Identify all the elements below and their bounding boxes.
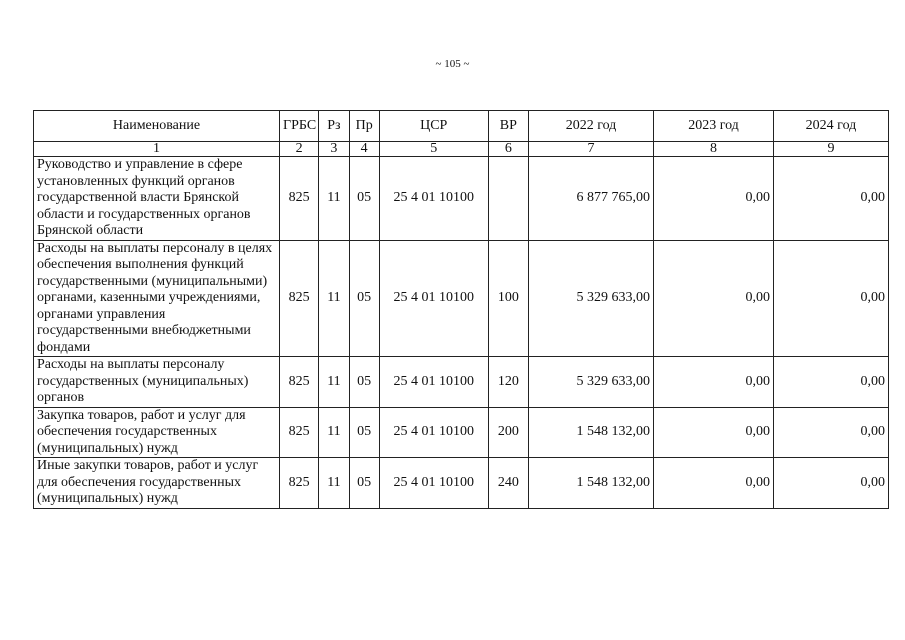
row-2023: 0,00 (654, 240, 774, 357)
row-grbs: 825 (280, 458, 319, 509)
row-csr: 25 4 01 10100 (379, 357, 488, 408)
header-2022: 2022 год (529, 111, 654, 142)
row-2022: 1 548 132,00 (529, 458, 654, 509)
row-2022: 6 877 765,00 (529, 157, 654, 241)
table-row (34, 357, 889, 408)
row-grbs: 825 (280, 407, 319, 458)
table-row (34, 157, 889, 241)
column-number: 9 (773, 142, 888, 157)
row-2024: 0,00 (773, 157, 888, 241)
row-vr: 200 (488, 407, 528, 458)
table-row (34, 458, 889, 509)
header-vr: ВР (488, 111, 528, 142)
row-grbs: 825 (280, 240, 319, 357)
row-2024: 0,00 (773, 458, 888, 509)
row-pr: 05 (349, 157, 379, 241)
row-name: Расходы на выплаты персоналу государственных (муниципальных) органов (34, 357, 280, 408)
row-grbs: 825 (280, 357, 319, 408)
row-2022: 5 329 633,00 (529, 240, 654, 357)
row-name: Руководство и управление в сфере установленных функций органов государственной власти Брянской области и государственных органов Брянской области (34, 157, 280, 241)
header-grbs: ГРБС (280, 111, 319, 142)
row-csr: 25 4 01 10100 (379, 458, 488, 509)
table-header-row (34, 111, 889, 142)
row-2023: 0,00 (654, 357, 774, 408)
row-rz: 11 (319, 357, 349, 408)
table-row (34, 407, 889, 458)
column-number: 4 (349, 142, 379, 157)
row-vr: 100 (488, 240, 528, 357)
row-2022: 1 548 132,00 (529, 407, 654, 458)
column-number: 6 (488, 142, 528, 157)
header-pr: Пр (349, 111, 379, 142)
row-vr: 240 (488, 458, 528, 509)
row-2022: 5 329 633,00 (529, 357, 654, 408)
row-name: Закупка товаров, работ и услуг для обеспечения государственных (муниципальных) нужд (34, 407, 280, 458)
row-rz: 11 (319, 458, 349, 509)
row-2023: 0,00 (654, 157, 774, 241)
header-2024: 2024 год (773, 111, 888, 142)
row-pr: 05 (349, 407, 379, 458)
column-number: 8 (654, 142, 774, 157)
row-vr: 120 (488, 357, 528, 408)
row-2024: 0,00 (773, 240, 888, 357)
row-2024: 0,00 (773, 357, 888, 408)
row-csr: 25 4 01 10100 (379, 407, 488, 458)
header-name: Наименование (34, 111, 280, 142)
header-csr: ЦСР (379, 111, 488, 142)
row-pr: 05 (349, 357, 379, 408)
column-number: 2 (280, 142, 319, 157)
row-grbs: 825 (280, 157, 319, 241)
row-pr: 05 (349, 240, 379, 357)
page-number: ~ 105 ~ (435, 58, 470, 70)
column-number: 7 (529, 142, 654, 157)
budget-table (33, 110, 889, 509)
header-rz: Рз (319, 111, 349, 142)
column-number: 3 (319, 142, 349, 157)
column-number: 5 (379, 142, 488, 157)
row-csr: 25 4 01 10100 (379, 157, 488, 241)
row-rz: 11 (319, 240, 349, 357)
row-name: Иные закупки товаров, работ и услуг для обеспечения государственных (муниципальных) нужд (34, 458, 280, 509)
column-number: 1 (34, 142, 280, 157)
row-name: Расходы на выплаты персоналу в целях обеспечения выполнения функций государственными (муниципальными) органами, казенными учреждениями, органами управления государственными внебюджетными фондами (34, 240, 280, 357)
row-rz: 11 (319, 157, 349, 241)
header-2023: 2023 год (654, 111, 774, 142)
row-2023: 0,00 (654, 407, 774, 458)
row-2023: 0,00 (654, 458, 774, 509)
row-rz: 11 (319, 407, 349, 458)
column-number-row (34, 142, 889, 157)
row-vr (488, 157, 528, 241)
row-csr: 25 4 01 10100 (379, 240, 488, 357)
row-2024: 0,00 (773, 407, 888, 458)
row-pr: 05 (349, 458, 379, 509)
table-row (34, 240, 889, 357)
